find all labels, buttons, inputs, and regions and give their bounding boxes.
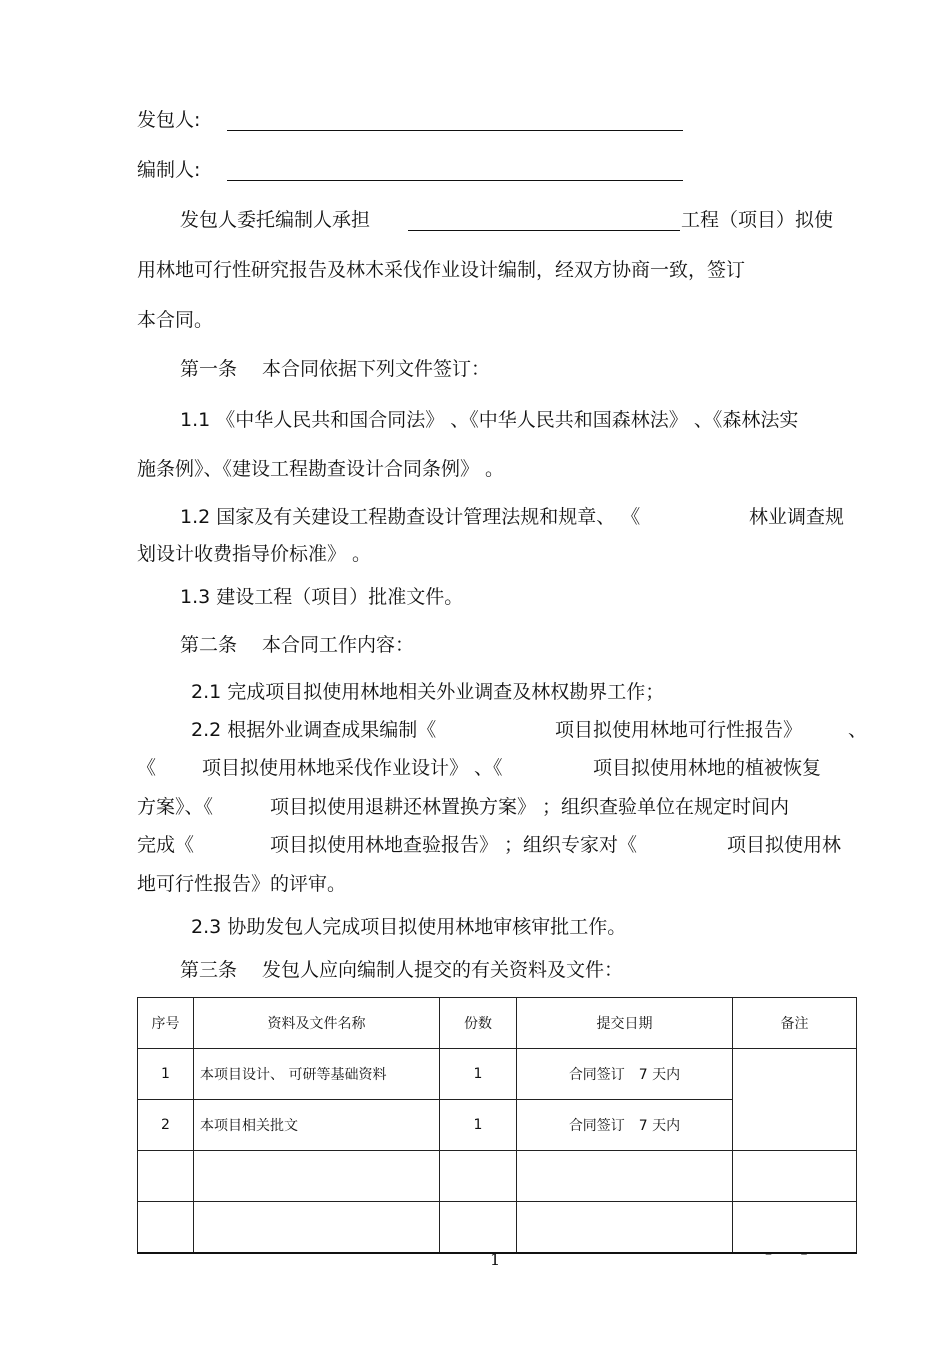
editor-blank xyxy=(227,180,683,181)
footer-dashes: – – xyxy=(765,1246,820,1262)
intro-line1-a: 发包人委托编制人承担 xyxy=(180,209,371,231)
cell-submit-date: 合同签订 7 天内 xyxy=(517,1049,733,1100)
header-copies: 份数 xyxy=(440,998,517,1049)
table-header-row xyxy=(138,998,857,1049)
editor-label: 编制人: xyxy=(137,159,201,181)
article2-item2-line3-b: 项目拟使用退耕还林置换方案》 ；组织查验单位在规定时间内 xyxy=(270,796,790,818)
article2-item3: 2.3 协助发包人完成项目拟使用林地审核审批工作。 xyxy=(191,916,627,938)
article3-title: 第三条 发包人应向编制人提交的有关资料及文件： xyxy=(180,959,624,981)
article2-item2-line3-a: 方案》、《 xyxy=(137,796,214,818)
cell-doc-name: 本项目相关批文 xyxy=(194,1100,440,1151)
article2-item2-line5: 地可行性报告》的评审。 xyxy=(137,873,347,895)
cell-empty xyxy=(138,1202,194,1254)
article2-title: 第二条 本合同工作内容： xyxy=(180,634,415,656)
documents-table xyxy=(137,997,857,1254)
table-row xyxy=(138,1049,857,1100)
article1-item1-line2: 施条例》、《建设工程勘查设计合同条例》 。 xyxy=(137,458,505,480)
employer-label: 发包人: xyxy=(137,109,201,131)
article2-item2-line1-c: 、 xyxy=(848,719,868,741)
article1-item3: 1.3 建设工程（项目）批准文件。 xyxy=(180,586,464,608)
article2-item2-line2-c: 项目拟使用林地的植被恢复 xyxy=(593,757,822,779)
cell-remarks-merged xyxy=(733,1049,857,1151)
cell-copies: 1 xyxy=(440,1049,517,1100)
cell-empty xyxy=(517,1151,733,1202)
header-doc-name: 资料及文件名称 xyxy=(194,998,440,1049)
intro-line1-b: 工程（项目）拟使 xyxy=(681,209,834,231)
article2-item2-line1-a: 2.2 根据外业调查成果编制《 xyxy=(191,719,437,741)
page-number: 1 xyxy=(490,1250,501,1269)
article1-title: 第一条 本合同依据下列文件签订： xyxy=(180,358,491,380)
employer-blank xyxy=(227,130,683,131)
article2-item2-line2-b: 项目拟使用林地采伐作业设计》 、《 xyxy=(202,757,503,779)
article1-item1-line1: 1.1 《中华人民共和国合同法》 、《中华人民共和国森林法》 、《森林法实 xyxy=(180,409,799,431)
intro-line2: 用林地可行性研究报告及林木采伐作业设计编制，经双方协商一致，签订 xyxy=(137,259,746,281)
project-name-blank xyxy=(408,230,680,231)
article2-item2-line4-b: 项目拟使用林地查验报告》 ；组织专家对《 xyxy=(270,834,638,856)
article1-item2-line2: 划设计收费指导价标准》 。 xyxy=(137,543,372,565)
cell-seq: 1 xyxy=(138,1049,194,1100)
cell-empty xyxy=(440,1151,517,1202)
article2-item1: 2.1 完成项目拟使用林地相关外业调查及林权勘界工作； xyxy=(191,681,665,703)
intro-line3: 本合同。 xyxy=(137,309,214,331)
article2-item2-line2-a: 《 xyxy=(137,757,157,779)
cell-doc-name: 本项目设计、 可研等基础资料 xyxy=(194,1049,440,1100)
header-remarks: 备注 xyxy=(733,998,857,1049)
cell-empty xyxy=(138,1151,194,1202)
table-row-empty xyxy=(138,1151,857,1202)
article1-item2-line1-a: 1.2 国家及有关建设工程勘查设计管理法规和规章、 《 xyxy=(180,506,641,528)
cell-empty xyxy=(194,1202,440,1254)
cell-copies: 1 xyxy=(440,1100,517,1151)
cell-seq: 2 xyxy=(138,1100,194,1151)
article2-item2-line1-b: 项目拟使用林地可行性报告》 xyxy=(555,719,803,741)
cell-empty xyxy=(194,1151,440,1202)
article2-item2-line4-a: 完成《 xyxy=(137,834,195,856)
cell-submit-date: 合同签订 7 天内 xyxy=(517,1100,733,1151)
cell-empty xyxy=(733,1151,857,1202)
cell-empty xyxy=(517,1202,733,1254)
table-row-empty xyxy=(138,1202,857,1254)
article1-item2-line1-b: 林业调查规 xyxy=(749,506,845,528)
header-seq: 序号 xyxy=(138,998,194,1049)
cell-empty xyxy=(440,1202,517,1254)
header-submit-date: 提交日期 xyxy=(517,998,733,1049)
article2-item2-line4-c: 项目拟使用林 xyxy=(727,834,842,856)
